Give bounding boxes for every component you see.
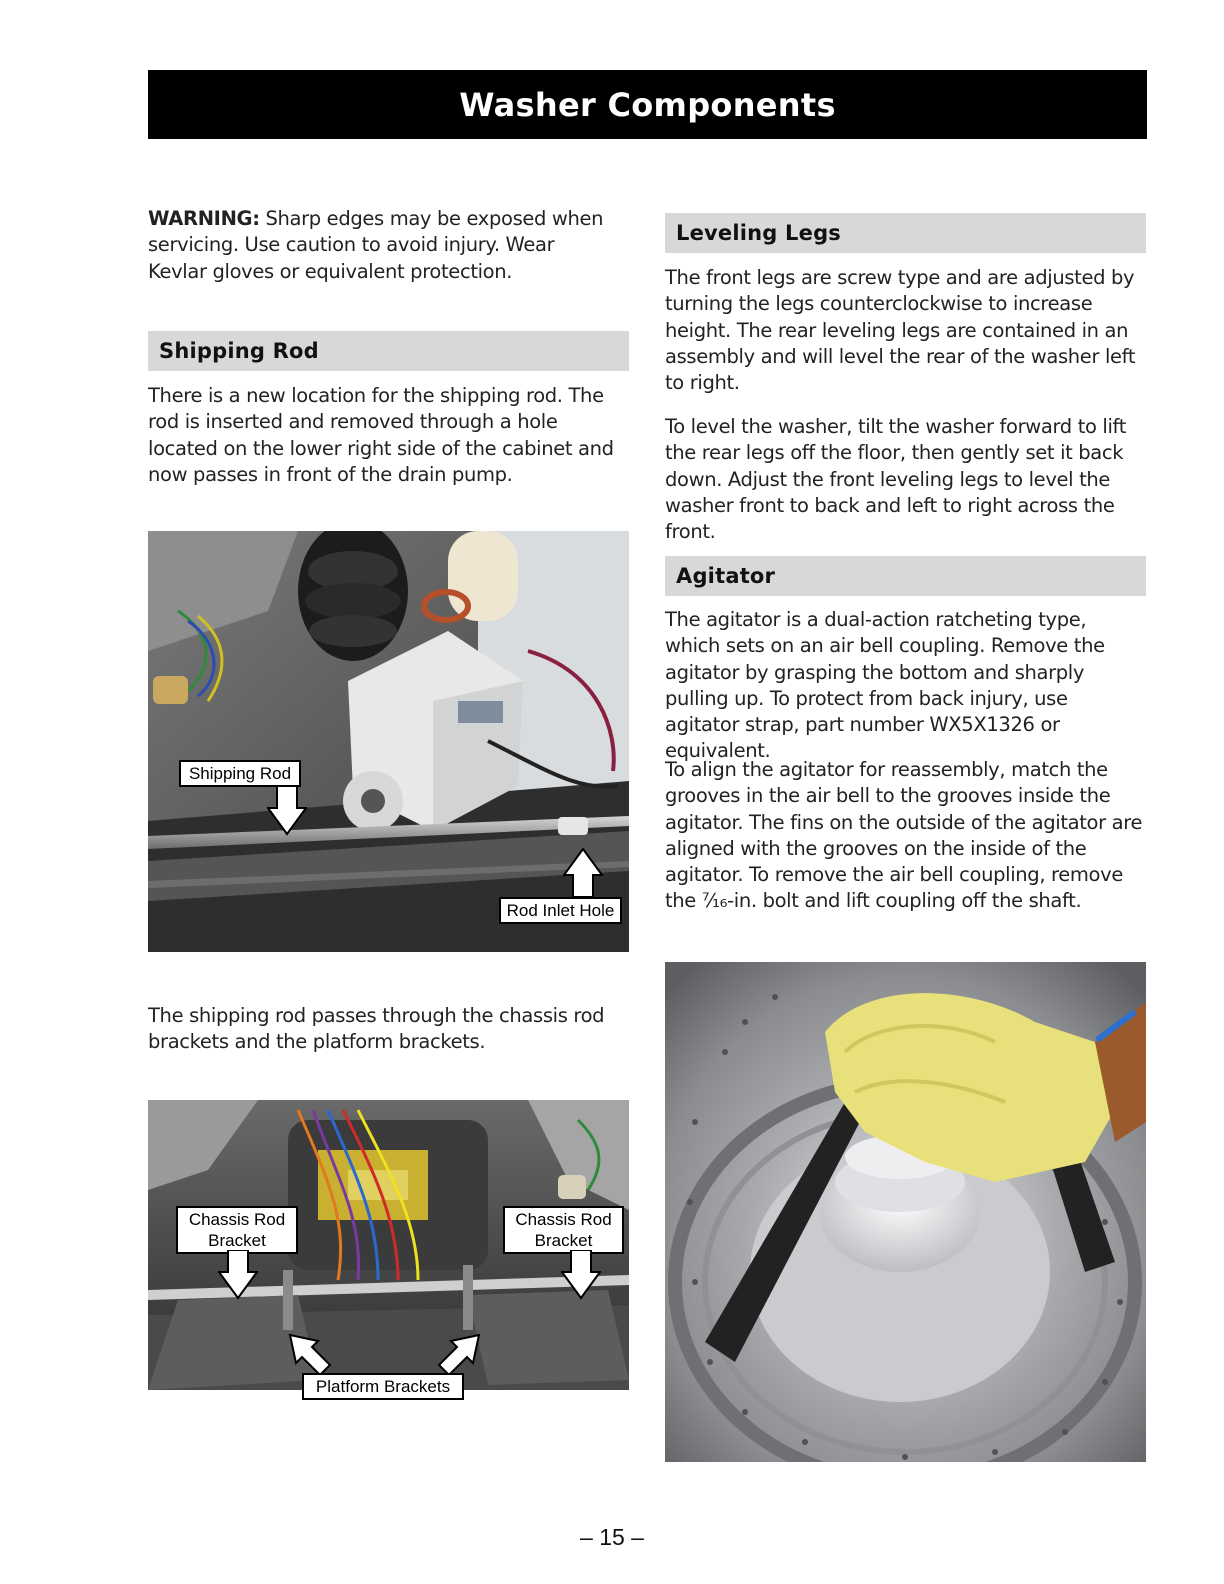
chassis-rod-bracket-right-arrow-icon — [561, 1250, 601, 1300]
warning-label: WARNING: — [148, 207, 260, 230]
chassis-rod-bracket-left-line2: Bracket — [208, 1231, 266, 1250]
chassis-rod-bracket-left-line1: Chassis Rod — [188, 1210, 286, 1229]
shipping-rod-heading: Shipping Rod — [148, 331, 629, 371]
platform-bracket-right-arrow-icon — [436, 1333, 481, 1378]
agitator-photo — [665, 962, 1146, 1462]
page-number: – 15 – — [580, 1524, 644, 1550]
chassis-rod-bracket-right-callout — [503, 1206, 624, 1254]
chassis-rod-bracket-right-line2: Bracket — [534, 1231, 593, 1250]
rod-inlet-hole-callout: Rod Inlet Hole — [499, 897, 622, 924]
rod-inlet-hole-arrow-icon — [563, 848, 603, 898]
chassis-rod-bracket-right-line1: Chassis Rod — [515, 1210, 612, 1229]
warning-paragraph — [148, 206, 618, 285]
platform-brackets-callout: Platform Brackets — [302, 1373, 464, 1400]
agitator-paragraph-2: To align the agitator for reassembly, match the grooves in the air bell to the grooves inside the agitator. The fins on the outside of the agitator are aligned with the grooves on the inside of the agitator. To remove the air bell coupling, remove the ⁷⁄₁₆-in. bolt and lift coupling off the shaft. — [665, 758, 1143, 913]
shipping-rod-photo — [148, 531, 629, 952]
leveling-legs-paragraph-2: To level the washer, tilt the washer forward to lift the rear legs off the floor, then gently set it back down. Adjust the front leveling legs to level the washer front to back and left to right across the front. — [665, 415, 1127, 544]
leveling-legs-heading: Leveling Legs — [665, 213, 1146, 253]
agitator-heading: Agitator — [665, 556, 1146, 596]
chassis-rod-bracket-left-arrow-icon — [218, 1250, 258, 1300]
leveling-legs-paragraph-1: The front legs are screw type and are adjusted by turning the legs counterclockwise to increase height. The rear leveling legs are contained in an assembly and will level the rear of the washer left to right. — [665, 266, 1136, 395]
shipping-rod-paragraph-2: The shipping rod passes through the chassis rod brackets and the platform brackets. — [148, 1004, 605, 1054]
agitator-paragraph-1: The agitator is a dual-action ratcheting type, which sets on an air bell coupling. Remove the agitator by grasping the bottom and sharply pulling up. To protect from back injury, use agitator strap, part number WX5X1326 or equivalent. — [665, 608, 1105, 763]
shipping-rod-callout: Shipping Rod — [179, 760, 301, 787]
page-title: Washer Components — [148, 70, 1147, 139]
shipping-rod-paragraph-1: There is a new location for the shipping rod. The rod is inserted and removed through a hole located on the lower right side of the cabinet and now passes in front of the drain pump. — [148, 384, 614, 486]
chassis-rod-bracket-left-callout — [176, 1206, 298, 1254]
shipping-rod-arrow-icon — [267, 786, 307, 836]
warning-text: Sharp edges may be exposed when servicing. Use caution to avoid injury. Wear Kevlar gloves or equivalent protection. — [148, 207, 604, 283]
platform-bracket-left-arrow-icon — [288, 1333, 333, 1378]
